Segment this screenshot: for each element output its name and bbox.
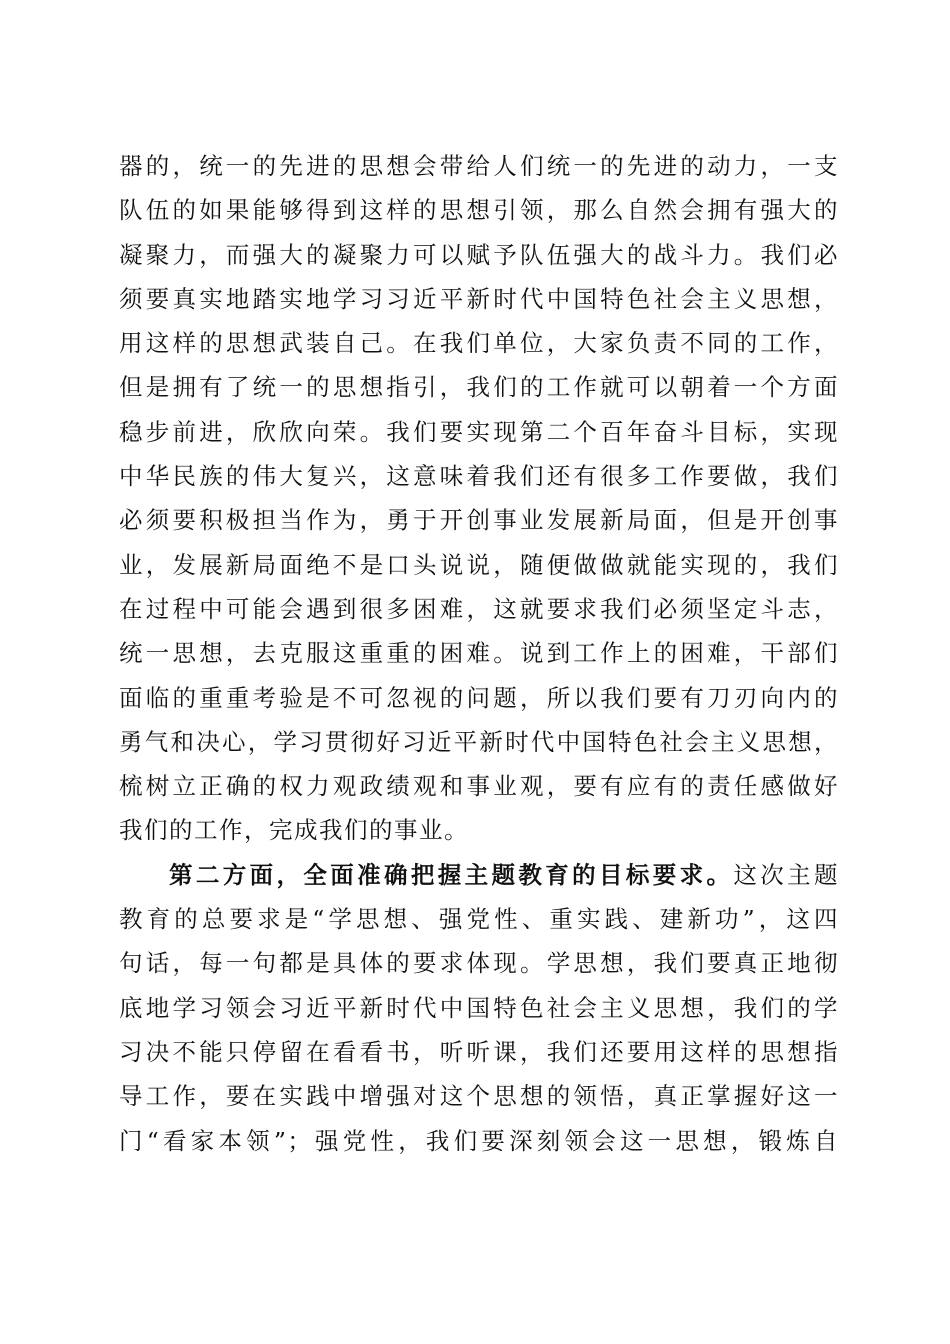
text-line: 底地学习领会习近平新时代中国特色社会主义思想，我们的学 (119, 993, 839, 1022)
text-line: 队伍的如果能够得到这样的思想引领，那么自然会拥有强大的 (119, 196, 839, 225)
text-line: 在过程中可能会遇到很多困难，这就要求我们必须坚定斗志， (119, 594, 839, 623)
body-text (119, 144, 839, 1163)
text-line: 用这样的思想武装自己。在我们单位，大家负责不同的工作， (119, 329, 839, 358)
text-line: 统一思想，去克服这重重的困难。说到工作上的困难，干部们 (119, 639, 839, 668)
text-line: 我们的工作，完成我们的事业。 (119, 816, 469, 845)
text-line: 必须要积极担当作为，勇于开创事业发展新局面，但是开创事 (119, 506, 839, 535)
section-heading: 第二方面，全面准确把握主题教育的目标要求。 (169, 860, 734, 889)
text-line: 勇气和决心，学习贯彻好习近平新时代中国特色社会主义思想， (119, 727, 839, 756)
text-line: 面临的重重考验是不可忽视的问题，所以我们要有刀刃向内的 (119, 683, 839, 712)
text-line: 句话，每一句都是具体的要求体现。学思想，我们要真正地彻 (119, 949, 839, 978)
text-line: 稳步前进，欣欣向荣。我们要实现第二个百年奋斗目标，实现 (119, 417, 839, 446)
text-line: 器的，统一的先进的思想会带给人们统一的先进的动力，一支 (119, 152, 839, 180)
text-line: 业，发展新局面绝不是口头说说，随便做做就能实现的，我们 (119, 550, 839, 579)
text-line: 梳树立正确的权力观政绩观和事业观，要有应有的责任感做好 (119, 772, 839, 801)
text-line: 但是拥有了统一的思想指引，我们的工作就可以朝着一个方面 (119, 373, 839, 402)
text-fragment: 这次主题 (733, 860, 839, 889)
paragraph-2-first-line (119, 853, 839, 897)
text-line: 习决不能只停留在看看书，听听课，我们还要用这样的思想指 (119, 1037, 839, 1066)
text-line: 凝聚力，而强大的凝聚力可以赋予队伍强大的战斗力。我们必 (119, 240, 839, 269)
text-line: 门“看家本领”；强党性，我们要深刻领会这一思想，锻炼自 (119, 1126, 839, 1155)
text-line: 教育的总要求是“学思想、强党性、重实践、建新功”，这四 (119, 905, 839, 934)
text-line: 须要真实地踏实地学习习近平新时代中国特色社会主义思想， (119, 284, 839, 313)
text-line: 导工作，要在实践中增强对这个思想的领悟，真正掌握好这一 (119, 1082, 839, 1111)
text-line: 中华民族的伟大复兴，这意味着我们还有很多工作要做，我们 (119, 462, 839, 491)
